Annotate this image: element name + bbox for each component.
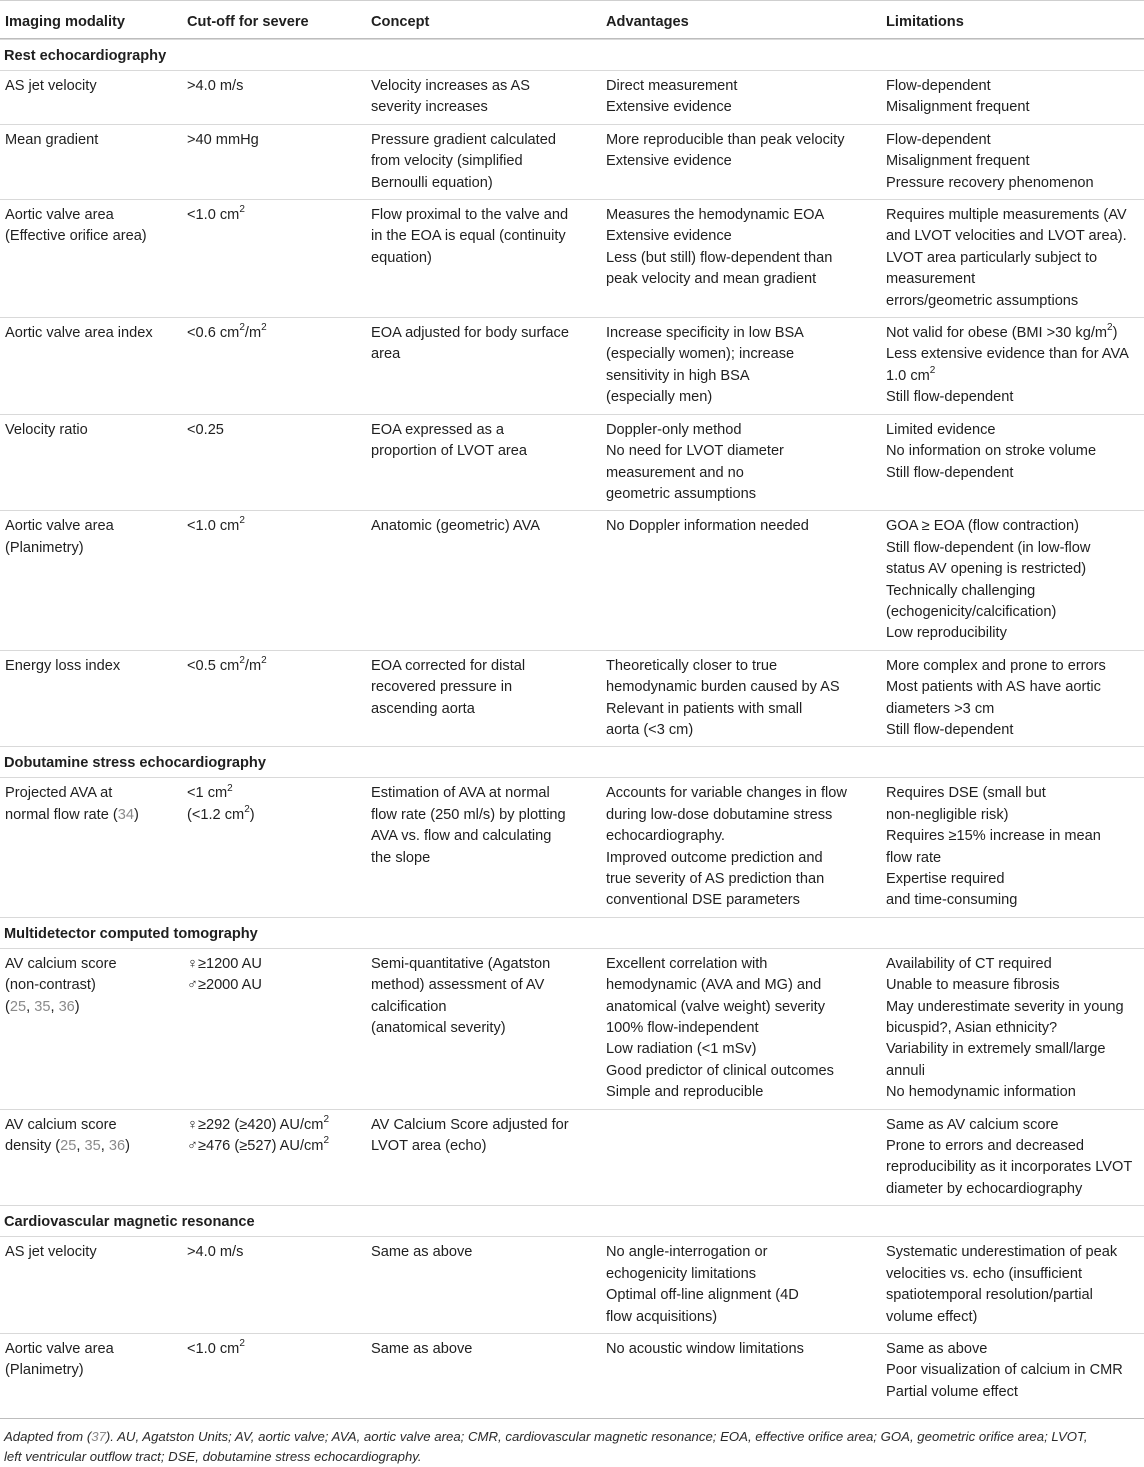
cell-line: sensitivity in high BSA [606, 367, 750, 384]
cell-line: reproducibility as it incorporates LVOT [886, 1159, 1133, 1176]
cell-line: ♂≥2000 AU [187, 977, 262, 994]
cell-line: spatiotemporal resolution/partial [886, 1287, 1093, 1304]
footnote-line: left ventricular outflow tract; DSE, dobutamine stress echocardiography. [4, 1449, 422, 1465]
cell-cutoff [183, 1237, 367, 1333]
cell-advantages [602, 125, 882, 199]
cell-line: (<1.2 $cm^2$) [187, 803, 255, 823]
cell-line: ♀≥292 (≥420) $AU/cm^2$ [187, 1113, 330, 1133]
cell-line: ascending aorta [371, 700, 475, 717]
cell-line: Misalignment frequent [886, 99, 1030, 116]
cell-line: flow rate [886, 849, 942, 866]
cell-line: Low reproducibility [886, 625, 1007, 642]
cell-limitations [882, 200, 1144, 317]
cell-advantages [602, 200, 882, 317]
footnote-line: Adapted from (37). AU, Agatston Units; AV, aortic valve; AVA, aortic valve area; CMR, cardiovascular magnetic resonance; EOA, effective orifice area; GOA, geometric orifice area; LVOT, [4, 1429, 1088, 1445]
cell-line: measurement and no [606, 464, 744, 481]
cell-advantages [602, 511, 882, 649]
cell-advantages [602, 949, 882, 1109]
cell-line: Flow-dependent [886, 78, 991, 94]
cell-line: hemodynamic (AVA and MG) and [606, 977, 822, 994]
cell-modality [0, 1237, 183, 1333]
cell-line: annuli [886, 1062, 925, 1079]
cell-modality [0, 71, 183, 124]
table-footnote [0, 1418, 1144, 1467]
cell-line: <1 $cm^2$ [187, 782, 233, 802]
cell-cutoff [183, 1334, 367, 1408]
cell-line: status AV opening is restricted) [886, 561, 1087, 578]
cell-modality [0, 651, 183, 747]
section-header-row [0, 1205, 1144, 1236]
table-row [0, 1333, 1144, 1408]
cell-line: AV calcium score [5, 955, 117, 972]
cell-line: Systematic underestimation of peak [886, 1244, 1118, 1261]
cell-line: AV Calcium Score adjusted for [371, 1116, 569, 1133]
cell-line: flow rate (250 ml/s) by plotting [371, 806, 566, 823]
cell-line: (Planimetry) [5, 539, 84, 556]
cell-concept [367, 71, 602, 124]
cell-line: Aortic valve area [5, 518, 114, 535]
section-title: Cardiovascular magnetic resonance [4, 1214, 255, 1231]
cell-cutoff [183, 200, 367, 317]
cell-line: Increase specificity in low BSA [606, 325, 804, 342]
cell-concept [367, 949, 602, 1109]
cell-line: More reproducible than peak velocity [606, 131, 845, 148]
cell-line: Expertise required [886, 871, 1005, 887]
cell-line: flow acquisitions) [606, 1308, 718, 1325]
cell-line: Velocity increases as AS [371, 78, 530, 94]
cell-line: proportion of LVOT area [371, 443, 528, 460]
cell-line: (echogenicity/calcification) [886, 603, 1057, 620]
cell-line: <0.5 $cm^2/m^2$ [187, 654, 267, 674]
cell-line: in the EOA is equal (continuity [371, 228, 566, 245]
cell-line: <1.0 $cm^2$ [187, 515, 245, 535]
cell-line: hemodynamic burden caused by AS [606, 679, 840, 696]
cell-modality [0, 125, 183, 199]
cell-line: No information on stroke volume [886, 443, 1097, 460]
cell-concept [367, 1110, 602, 1206]
table-row [0, 510, 1144, 649]
cell-line: Direct measurement [606, 78, 738, 94]
cell-concept [367, 1237, 602, 1333]
cell-line: from velocity (simplified [371, 153, 523, 170]
cell-line: Less extensive evidence than for AVA [886, 346, 1129, 363]
cell-line: EOA adjusted for body surface [371, 325, 569, 342]
cell-line: Aortic valve area index [5, 325, 153, 342]
cell-line: AS jet velocity [5, 78, 97, 94]
cell-line: (especially men) [606, 389, 713, 406]
cell-line: diameter by echocardiography [886, 1180, 1083, 1197]
cell-line: peak velocity and mean gradient [606, 271, 817, 288]
cell-line: conventional DSE parameters [606, 892, 800, 909]
cell-line: (non-contrast) [5, 977, 96, 994]
table-row [0, 777, 1144, 916]
cell-advantages [602, 651, 882, 747]
cell-line: Simple and reproducible [606, 1084, 764, 1101]
table-row [0, 414, 1144, 511]
cell-line: Optimal off-line alignment (4D [606, 1287, 799, 1304]
cell-limitations [882, 511, 1144, 649]
table-row [0, 317, 1144, 414]
cell-line: Unable to measure fibrosis [886, 977, 1060, 994]
cell-line: bicuspid?, Asian ethnicity? [886, 1020, 1058, 1037]
cell-line: Still flow-dependent [886, 389, 1014, 406]
cell-line: recovered pressure in [371, 679, 513, 696]
cell-limitations [882, 415, 1144, 511]
cell-line: May underestimate severity in young [886, 998, 1124, 1015]
cell-line: Requires multiple measurements (AV [886, 207, 1127, 224]
cell-concept [367, 200, 602, 317]
cell-advantages [602, 1237, 882, 1333]
cell-line: Aortic valve area [5, 207, 114, 224]
cell-line: calcification [371, 998, 447, 1015]
cell-line: during low-dose dobutamine stress [606, 806, 833, 823]
cell-line: Same as above [371, 1340, 473, 1357]
cell-line: LVOT area (echo) [371, 1138, 487, 1155]
cell-line: ♀≥1200 AU [187, 955, 262, 972]
cell-concept [367, 125, 602, 199]
cell-line: >4.0 m/s [187, 78, 244, 94]
header-advantages: Advantages [606, 14, 689, 30]
cell-line: and LVOT velocities and LVOT area). [886, 228, 1127, 245]
section-header-row [0, 746, 1144, 777]
cell-limitations [882, 318, 1144, 414]
cell-line: Extensive evidence [606, 228, 732, 245]
cell-line: No acoustic window limitations [606, 1340, 804, 1357]
cell-concept [367, 415, 602, 511]
table-row [0, 948, 1144, 1109]
cell-line: Doppler-only method [606, 421, 742, 438]
cell-modality [0, 415, 183, 511]
cell-concept [367, 1334, 602, 1408]
cell-line: Pressure recovery phenomenon [886, 174, 1094, 191]
cell-limitations [882, 949, 1144, 1109]
cell-concept [367, 511, 602, 649]
cell-line: geometric assumptions [606, 485, 757, 502]
cell-line: Measures the hemodynamic EOA [606, 207, 825, 224]
cell-line: Limited evidence [886, 421, 996, 438]
section-title: Multidetector computed tomography [4, 925, 258, 942]
cell-modality [0, 1110, 183, 1206]
cell-line: anatomical (valve weight) severity [606, 998, 825, 1015]
cell-line: Extensive evidence [606, 99, 732, 116]
cell-line: (25, 35, 36) [5, 998, 80, 1015]
cell-line: No hemodynamic information [886, 1084, 1076, 1101]
cell-line: GOA ≥ EOA (flow contraction) [886, 518, 1079, 535]
cell-advantages [602, 778, 882, 916]
cell-line: No angle-interrogation or [606, 1244, 768, 1261]
cell-line: Aortic valve area [5, 1340, 114, 1357]
cell-line: Accounts for variable changes in flow [606, 785, 847, 802]
cell-line: (Planimetry) [5, 1362, 84, 1379]
table-row [0, 199, 1144, 317]
cell-cutoff [183, 511, 367, 649]
cell-cutoff [183, 125, 367, 199]
table-row [0, 124, 1144, 199]
cell-line: <1.0 $cm^2$ [187, 204, 245, 224]
cell-advantages [602, 71, 882, 124]
cell-line: the slope [371, 849, 431, 866]
cell-limitations [882, 1237, 1144, 1333]
cell-limitations [882, 1110, 1144, 1206]
cell-cutoff [183, 71, 367, 124]
cell-line: equation) [371, 249, 432, 266]
cell-modality [0, 318, 183, 414]
cell-line: method) assessment of AV [371, 977, 545, 994]
cell-line: errors/geometric assumptions [886, 292, 1079, 309]
cell-limitations [882, 125, 1144, 199]
cell-advantages [602, 1110, 882, 1206]
cell-line: Less (but still) flow-dependent than [606, 249, 833, 266]
section-title: Rest echocardiography [4, 48, 167, 64]
cell-line: ♂≥476 (≥527) $AU/cm^2$ [187, 1135, 330, 1155]
cell-line: Not valid for obese (BMI >30 $kg/m^2$) [886, 322, 1118, 342]
cell-line: <1.0 $cm^2$ [187, 1338, 245, 1357]
cell-line: Prone to errors and decreased [886, 1138, 1084, 1155]
table-header-row [0, 0, 1144, 39]
cell-line: AVA vs. flow and calculating [371, 828, 552, 845]
cell-line: <0.6 $cm^2/m^2$ [187, 322, 267, 342]
section-header-row [0, 917, 1144, 948]
cell-line: Estimation of AVA at normal [371, 785, 550, 802]
cell-line: Partial volume effect [886, 1383, 1018, 1400]
table-row [0, 70, 1144, 124]
cell-line: No need for LVOT diameter [606, 443, 784, 460]
cell-concept [367, 318, 602, 414]
cell-line: Still flow-dependent [886, 721, 1014, 738]
cell-cutoff [183, 318, 367, 414]
cell-line: volume effect) [886, 1308, 978, 1325]
cell-line: Variability in extremely small/large [886, 1041, 1106, 1058]
cell-line: AS jet velocity [5, 1244, 97, 1261]
cell-line: velocities vs. echo (insufficient [886, 1265, 1083, 1282]
cell-line: 100% flow-independent [606, 1020, 759, 1037]
cell-line: Relevant in patients with small [606, 700, 803, 717]
cell-cutoff [183, 651, 367, 747]
cell-line: Poor visualization of calcium in CMR [886, 1362, 1123, 1379]
cell-line: EOA expressed as a [371, 421, 505, 438]
cell-line: Bernoulli equation) [371, 174, 493, 191]
cell-line: Semi-quantitative (Agatston [371, 955, 551, 972]
cell-cutoff [183, 778, 367, 916]
cell-line: area [371, 346, 401, 363]
cell-line: Misalignment frequent [886, 153, 1030, 170]
cell-line: Mean gradient [5, 131, 99, 148]
cell-modality [0, 1334, 183, 1408]
cell-line: true severity of AS prediction than [606, 871, 825, 887]
cell-line: echocardiography. [606, 828, 725, 845]
cell-line: No Doppler information needed [606, 518, 809, 535]
cell-line: Flow-dependent [886, 131, 991, 148]
table-body [0, 39, 1144, 1408]
cell-line: Same as AV calcium score [886, 1116, 1059, 1133]
cell-line: and time-consuming [886, 892, 1018, 909]
cell-line: Requires ≥15% increase in mean [886, 828, 1101, 845]
cell-line: Most patients with AS have aortic [886, 679, 1101, 696]
cell-line: Projected AVA at [5, 785, 113, 802]
cell-line: Low radiation (<1 mSv) [606, 1041, 757, 1058]
cell-limitations [882, 651, 1144, 747]
cell-line: Extensive evidence [606, 153, 732, 170]
cell-line: Availability of CT required [886, 955, 1052, 972]
cell-modality [0, 778, 183, 916]
cell-line: Anatomic (geometric) AVA [371, 518, 540, 535]
cell-cutoff [183, 1110, 367, 1206]
cell-line: severity increases [371, 99, 488, 116]
table-row [0, 1236, 1144, 1333]
cell-line: >40 mmHg [187, 131, 259, 148]
cell-line: AV calcium score [5, 1116, 117, 1133]
cell-advantages [602, 318, 882, 414]
cell-line: normal flow rate (34) [5, 806, 139, 823]
section-header-row [0, 39, 1144, 70]
header-limitations: Limitations [886, 14, 964, 30]
cell-cutoff [183, 949, 367, 1109]
cell-advantages [602, 1334, 882, 1408]
cell-modality [0, 511, 183, 649]
cell-line: <0.25 [187, 421, 224, 438]
cell-line: (especially women); increase [606, 346, 795, 363]
table-row [0, 1109, 1144, 1206]
cell-line: (Effective orifice area) [5, 228, 147, 245]
cell-line: density (25, 35, 36) [5, 1138, 130, 1155]
cell-line: echogenicity limitations [606, 1265, 757, 1282]
cell-modality [0, 949, 183, 1109]
cell-line: Still flow-dependent [886, 464, 1014, 481]
cell-line: Improved outcome prediction and [606, 849, 823, 866]
cell-line: non-negligible risk) [886, 806, 1009, 823]
header-imaging-modality: Imaging modality [5, 14, 126, 30]
cell-line: Excellent correlation with [606, 955, 768, 972]
cell-line: Flow proximal to the valve and [371, 207, 569, 224]
cell-concept [367, 651, 602, 747]
cell-line: >4.0 m/s [187, 1244, 244, 1261]
cell-limitations [882, 71, 1144, 124]
cell-modality [0, 200, 183, 317]
cell-line: Pressure gradient calculated [371, 131, 556, 148]
cell-line: Energy loss index [5, 657, 121, 674]
cell-line: Good predictor of clinical outcomes [606, 1062, 834, 1079]
cell-line: (anatomical severity) [371, 1020, 506, 1037]
cell-limitations [882, 778, 1144, 916]
cell-line: Technically challenging [886, 582, 1036, 599]
cell-line: Same as above [371, 1244, 473, 1261]
cell-line: Theoretically closer to true [606, 657, 778, 674]
cell-line: More complex and prone to errors [886, 657, 1106, 674]
table-row [0, 650, 1144, 747]
cell-line: Velocity ratio [5, 421, 88, 438]
cell-line: Same as above [886, 1340, 988, 1357]
cell-cutoff [183, 415, 367, 511]
cell-line: 1.0 $cm^2$ [886, 365, 936, 384]
cell-line: aorta (<3 cm) [606, 721, 694, 738]
cell-limitations [882, 1334, 1144, 1408]
cell-line: Requires DSE (small but [886, 785, 1046, 802]
cell-line: LVOT area particularly subject to [886, 249, 1098, 266]
cell-line: diameters >3 cm [886, 700, 995, 717]
cell-line: measurement [886, 271, 976, 288]
header-cutoff: Cut-off for severe [187, 14, 309, 30]
cell-line: EOA corrected for distal [371, 657, 526, 674]
cell-advantages [602, 415, 882, 511]
cell-line: Still flow-dependent (in low-flow [886, 539, 1091, 556]
cell-concept [367, 778, 602, 916]
header-concept: Concept [371, 14, 430, 30]
section-title: Dobutamine stress echocardiography [4, 755, 266, 772]
